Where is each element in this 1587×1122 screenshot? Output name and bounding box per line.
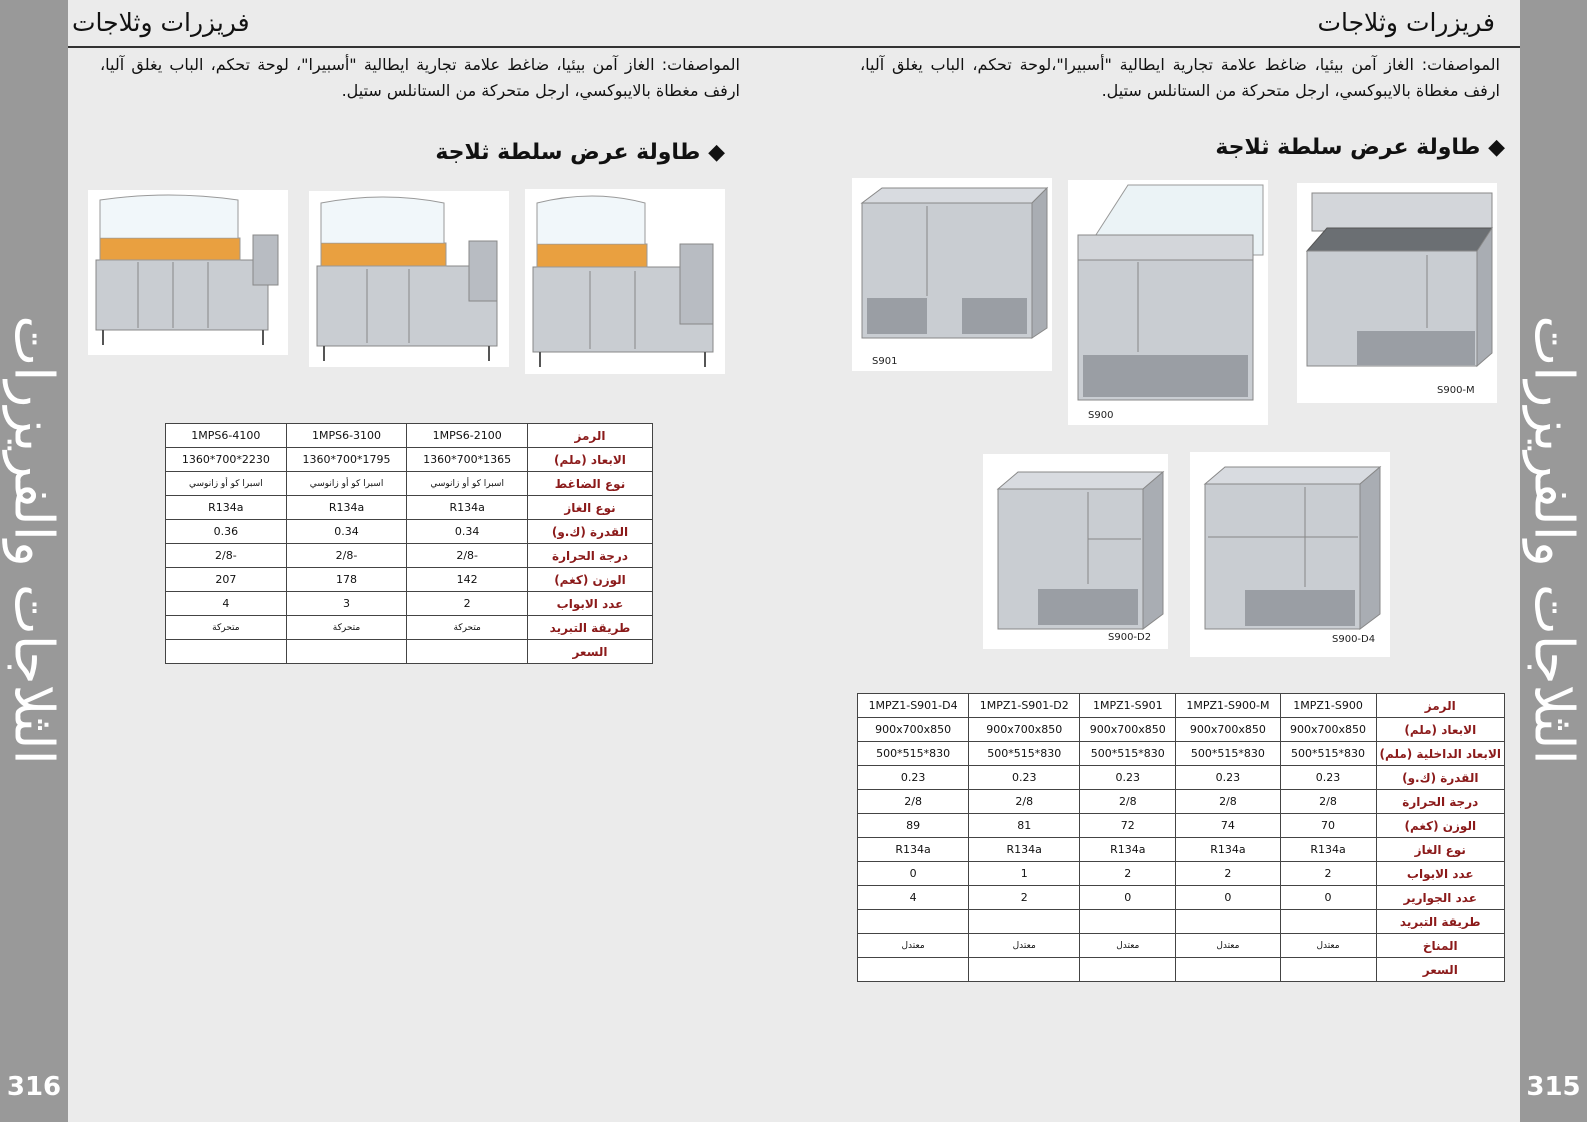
row-label: المناخ (1376, 934, 1504, 958)
table-cell: 74 (1176, 814, 1280, 838)
table-cell: 1MPS6-4100 (166, 424, 287, 448)
table-cell (166, 640, 287, 664)
table-cell: R134a (407, 496, 528, 520)
table-cell: اسبرا كو أو زانوسي (286, 472, 407, 496)
table-cell: 2 (1280, 862, 1376, 886)
salad-counter-2100-image (525, 189, 725, 374)
table-row (858, 718, 1505, 742)
table-row (858, 958, 1505, 982)
table-cell (407, 640, 528, 664)
table-cell: اسبرا كو أو زانوسي (407, 472, 528, 496)
table-cell: 1MPZ1-S901-D4 (858, 694, 969, 718)
row-label: الرمز (1376, 694, 1504, 718)
table-cell: 0.23 (1280, 766, 1376, 790)
table-row (166, 544, 653, 568)
table-cell: 1MPZ1-S900-M (1176, 694, 1280, 718)
table-cell: 0.23 (969, 766, 1080, 790)
table-row (858, 886, 1505, 910)
table-cell: 900x700x850 (1176, 718, 1280, 742)
row-label: درجة الحرارة (1376, 790, 1504, 814)
s900-image (1068, 180, 1268, 425)
table-row (858, 838, 1505, 862)
table-row (858, 814, 1505, 838)
header-rule (68, 46, 1520, 48)
table-cell: 2230*700*1360 (166, 448, 287, 472)
row-label: طريقة التبريد (528, 616, 653, 640)
table-cell (858, 958, 969, 982)
table-row (858, 862, 1505, 886)
right-header-title: فريزرات وثلاجات (1317, 8, 1495, 37)
table-cell: 178 (286, 568, 407, 592)
table-cell: متحركة (407, 616, 528, 640)
table-cell: 2/8 (1280, 790, 1376, 814)
table-cell: 89 (858, 814, 969, 838)
table-cell: 4 (166, 592, 287, 616)
table-cell: معتدل (1280, 934, 1376, 958)
table-cell: متحركة (166, 616, 287, 640)
row-label: الابعاد (ملم) (1376, 718, 1504, 742)
row-label: الرمز (528, 424, 653, 448)
s900m-image (1297, 183, 1497, 403)
table-cell: متحركة (286, 616, 407, 640)
row-label: عدد الجوارير (1376, 886, 1504, 910)
table-cell: -2/8 (166, 544, 287, 568)
salad-counter-3100-image (309, 191, 509, 367)
right-page-number: 315 (1526, 1072, 1581, 1102)
s900m-caption: S900-M (1437, 385, 1475, 396)
table-cell: 0 (1280, 886, 1376, 910)
table-cell: 2/8 (858, 790, 969, 814)
table-cell: R134a (166, 496, 287, 520)
table-cell: 2 (1080, 862, 1176, 886)
table-cell (1280, 958, 1376, 982)
table-cell: 0 (1176, 886, 1280, 910)
salad-counter-4100-image (88, 190, 288, 355)
table-row (166, 640, 653, 664)
table-cell: معتدل (1080, 934, 1176, 958)
table-cell: 1MPZ1-S901 (1080, 694, 1176, 718)
table-cell: 2 (1176, 862, 1280, 886)
table-cell: 900x700x850 (969, 718, 1080, 742)
table-cell: 2/8 (969, 790, 1080, 814)
left-page-number: 316 (6, 1072, 62, 1102)
table-row (166, 616, 653, 640)
table-cell: اسبرا كو أو زانوسي (166, 472, 287, 496)
s901-image (852, 178, 1052, 371)
table-cell: 4 (858, 886, 969, 910)
s900d4-image (1190, 452, 1390, 657)
left-header-title: فريزرات وثلاجات (72, 8, 250, 37)
table-cell: 2/8 (1080, 790, 1176, 814)
table-cell: R134a (1280, 838, 1376, 862)
table-cell: 1MPZ1-S901-D2 (969, 694, 1080, 718)
row-label: السعر (528, 640, 653, 664)
table-cell: R134a (286, 496, 407, 520)
row-label: نوع الغاز (528, 496, 653, 520)
row-label: الابعاد (ملم) (528, 448, 653, 472)
right-side-title: الثلاجات والفريزرات (1522, 315, 1585, 765)
table-cell: R134a (1080, 838, 1176, 862)
row-label: عدد الابواب (1376, 862, 1504, 886)
row-label: نوع الضاغط (528, 472, 653, 496)
row-label: الابعاد الداخلية (ملم) (1376, 742, 1504, 766)
table-cell: 2 (969, 886, 1080, 910)
table-cell: -2/8 (407, 544, 528, 568)
table-cell (969, 958, 1080, 982)
table-cell: 0.34 (407, 520, 528, 544)
table-cell: 2/8 (1176, 790, 1280, 814)
row-label: درجة الحرارة (528, 544, 653, 568)
table-cell: 70 (1280, 814, 1376, 838)
table-cell: R134a (969, 838, 1080, 862)
table-cell (1176, 910, 1280, 934)
table-cell: 142 (407, 568, 528, 592)
row-label: نوع الغاز (1376, 838, 1504, 862)
table-cell: R134a (858, 838, 969, 862)
table-row (166, 520, 653, 544)
s900d2-caption: S900-D2 (1108, 632, 1152, 643)
table-cell: 1MPS6-2100 (407, 424, 528, 448)
table-cell: 1795*700*1360 (286, 448, 407, 472)
table-row (166, 568, 653, 592)
table-cell: 0.23 (858, 766, 969, 790)
table-cell (969, 910, 1080, 934)
table-cell: 830*515*500 (1080, 742, 1176, 766)
s900d4-caption: S900-D4 (1332, 634, 1376, 645)
left-spec-table (165, 423, 653, 664)
row-label: عدد الابواب (528, 592, 653, 616)
table-row (858, 910, 1505, 934)
table-cell: 72 (1080, 814, 1176, 838)
table-cell: 0.23 (1080, 766, 1176, 790)
table-row (166, 472, 653, 496)
left-section-heading: ◆ طاولة عرض سلطة ثلاجة (435, 140, 725, 165)
table-cell: 830*515*500 (1176, 742, 1280, 766)
table-cell: 0.34 (286, 520, 407, 544)
row-label: الوزن (كغم) (528, 568, 653, 592)
table-cell: 900x700x850 (1080, 718, 1176, 742)
table-row (166, 496, 653, 520)
s900-caption: S900 (1088, 410, 1114, 421)
right-section-heading: ◆ طاولة عرض سلطة ثلاجة (1215, 135, 1505, 160)
left-side-title: الثلاجات والفريزرات (2, 315, 66, 765)
table-cell: 1MPS6-3100 (286, 424, 407, 448)
table-cell (1280, 910, 1376, 934)
table-cell: 830*515*500 (1280, 742, 1376, 766)
table-cell: R134a (1176, 838, 1280, 862)
table-cell: 2 (407, 592, 528, 616)
table-row (858, 742, 1505, 766)
left-sidebar (0, 0, 68, 1122)
table-cell (1080, 910, 1176, 934)
table-cell (286, 640, 407, 664)
table-cell (858, 910, 969, 934)
table-cell: 81 (969, 814, 1080, 838)
s900d2-image (983, 454, 1168, 649)
table-cell: 1 (969, 862, 1080, 886)
table-cell: 900x700x850 (1280, 718, 1376, 742)
right-sidebar (1520, 0, 1587, 1122)
table-cell: 207 (166, 568, 287, 592)
right-spec-table (857, 693, 1505, 982)
table-cell: 830*515*500 (969, 742, 1080, 766)
table-cell: 830*515*500 (858, 742, 969, 766)
table-cell (1080, 958, 1176, 982)
right-spec-text: المواصفات: الغاز آمن بيئيا، ضاغط علامة تجارية ايطالية "أسبيرا"،لوحة تحكم، الباب يغلق آليا، ارفف مغطاة بالايبوكسي، ارجل متحركة من الستانلس ستيل. (860, 55, 1500, 100)
left-spec-text: المواصفات: الغاز آمن بيئيا، ضاغط علامة تجارية ايطالية "أسبيرا"، لوحة تحكم، الباب يغلق آليا، ارفف مغطاة بالايبوكسي، ارجل متحركة من الستانلس ستيل. (100, 55, 740, 100)
row-label: طريقة التبريد (1376, 910, 1504, 934)
table-cell: 3 (286, 592, 407, 616)
table-row (166, 424, 653, 448)
table-cell: 0 (1080, 886, 1176, 910)
table-cell: 0.23 (1176, 766, 1280, 790)
table-cell: 1MPZ1-S900 (1280, 694, 1376, 718)
row-label: السعر (1376, 958, 1504, 982)
row-label: القدرة (ك.و) (528, 520, 653, 544)
table-cell: معتدل (858, 934, 969, 958)
table-cell: معتدل (1176, 934, 1280, 958)
row-label: الوزن (كغم) (1376, 814, 1504, 838)
table-cell: معتدل (969, 934, 1080, 958)
table-row (166, 592, 653, 616)
table-cell (1176, 958, 1280, 982)
table-row (858, 934, 1505, 958)
table-row (166, 448, 653, 472)
table-cell: 0.36 (166, 520, 287, 544)
table-row (858, 766, 1505, 790)
table-cell: -2/8 (286, 544, 407, 568)
s901-caption: S901 (872, 356, 898, 367)
table-row (858, 790, 1505, 814)
table-cell: 0 (858, 862, 969, 886)
table-row (858, 694, 1505, 718)
row-label: القدرة (ك.و) (1376, 766, 1504, 790)
table-cell: 1365*700*1360 (407, 448, 528, 472)
table-cell: 900x700x850 (858, 718, 969, 742)
